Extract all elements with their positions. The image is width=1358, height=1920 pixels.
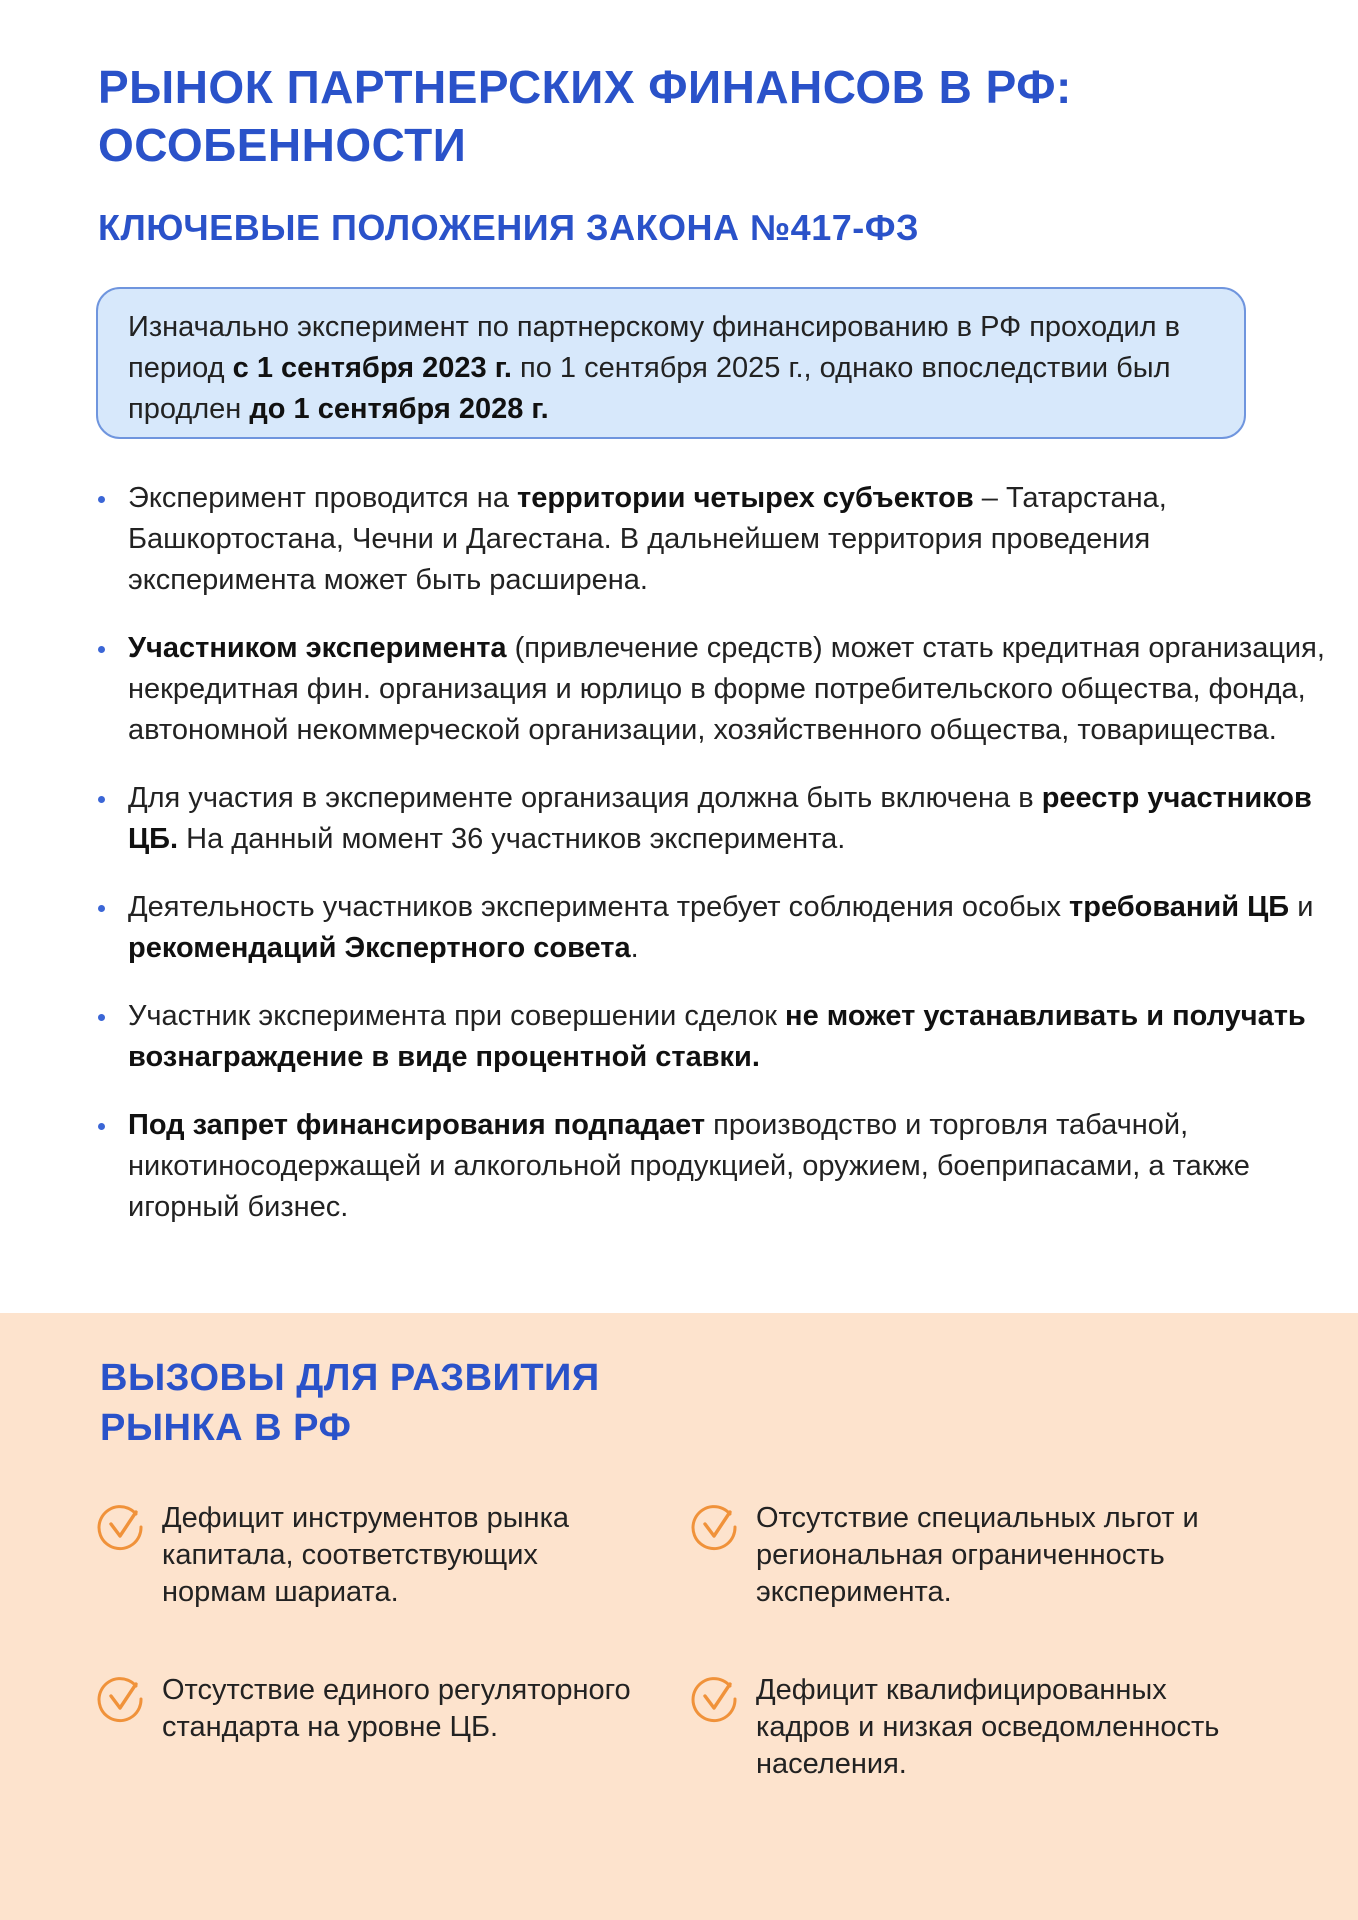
bullet-dot [98,1014,105,1021]
item-text: производство и торговля табачной, никотиносодержащей и алкогольной продукцией, оружием, боеприпасами, а также игорный бизнес. [128,1109,1250,1223]
item-bold: рекомендаций Экспертного совета [128,932,631,964]
challenges-title [100,1353,800,1453]
list-item [96,778,1336,860]
item-text: – Татарстана, Башкортостана, Чечни и Дагестана. В дальнейшем территория проведения эксперимента может быть расширена. [128,482,1167,596]
challenge-text: Дефицит квалифицированных кадров и низкая осведомленность населения. [756,1674,1220,1780]
item-bold: реестр участников ЦБ. [128,782,1312,855]
list-item [96,478,1336,601]
page-title-line-1: РЫНОК ПАРТНЕРСКИХ ФИНАНСОВ В РФ: [98,61,1072,113]
law-provisions-list [96,478,1336,1255]
item-text: Участник эксперимента при совершении сделок [128,1000,786,1032]
bullet-dot [98,646,105,653]
callout-text: Изначально эксперимент по партнерскому финансированию в РФ проходил в период [128,311,1181,384]
item-text: Эксперимент проводится на [128,482,518,514]
list-item [96,1105,1336,1228]
callout-bold-date-end: до 1 сентября 2028 г. [249,393,549,425]
challenge-text: Дефицит инструментов рынка капитала, соответствующих нормам шариата. [162,1502,570,1608]
bullet-dot [98,1123,105,1130]
item-text: . [630,932,639,964]
item-bold: не может устанавливать и получать вознаграждение в виде процентной ставки. [128,1000,1306,1073]
check-circle-icon [690,1502,740,1552]
section-subtitle: КЛЮЧЕВЫЕ ПОЛОЖЕНИЯ ЗАКОНА №417-ФЗ [98,207,919,248]
list-item [96,628,1336,751]
challenges-title-line-2: РЫНКА В РФ [100,1407,352,1449]
item-text: (привлечение средств) может стать кредитная организация, некредитная фин. организация и юрлицо в форме потребительского общества, фонда, автономной некоммерческой организации, хозяйственного общества, товарищества. [128,632,1325,746]
challenges-title-line-1: ВЫЗОВЫ ДЛЯ РАЗВИТИЯ [100,1357,600,1399]
experiment-period-callout [96,287,1246,439]
list-item [96,887,1336,969]
item-text: Для участия в эксперименте организация должна быть включена в [128,782,1042,814]
item-bold: территории четырех субъектов [517,482,974,514]
item-bold: требований ЦБ [1069,891,1290,923]
challenges-section [0,1313,1358,1920]
bullet-dot [98,905,105,912]
challenge-text: Отсутствие специальных льгот и региональная ограниченность эксперимента. [756,1502,1199,1608]
page-title-line-2: ОСОБЕННОСТИ [98,119,467,171]
page-title [98,58,1278,174]
item-bold: Участником эксперимента [128,632,507,664]
bullet-dot [98,796,105,803]
item-bold: Под запрет финансирования подпадает [128,1109,706,1141]
callout-bold-date-start: с 1 сентября 2023 г. [232,352,512,384]
list-item [96,996,1336,1078]
item-text: и [1289,891,1314,923]
check-circle-icon [96,1502,146,1552]
item-text: Деятельность участников эксперимента требует соблюдения особых [128,891,1070,923]
item-text: На данный момент 36 участников эксперимента. [178,823,846,855]
check-circle-icon [690,1674,740,1724]
callout-text: по 1 сентября 2025 г., однако впоследствии был продлен [128,352,1171,425]
bullet-dot [98,496,105,503]
check-circle-icon [96,1674,146,1724]
challenge-text: Отсутствие единого регуляторного стандарта на уровне ЦБ. [162,1674,631,1743]
